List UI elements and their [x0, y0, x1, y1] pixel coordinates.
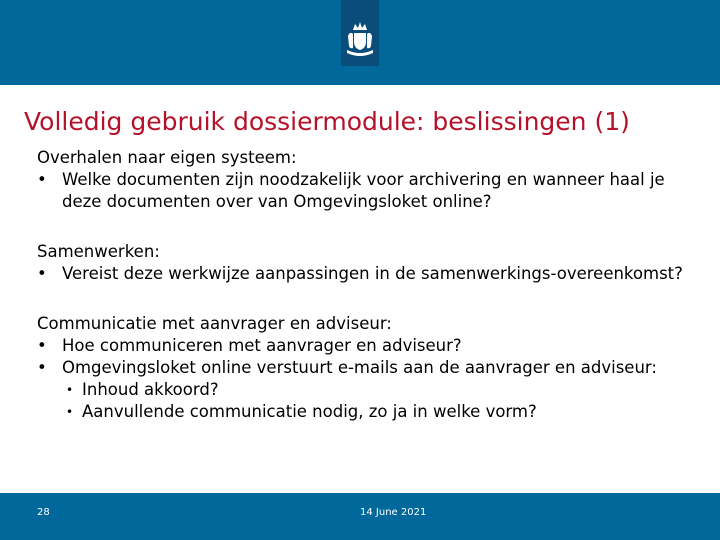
bullet-item: • Vereist deze werkwijze aanpassingen in de samenwerkings-overeenkomst?	[37, 263, 697, 285]
bullet-item	[37, 357, 697, 423]
coat-of-arms-logo-icon	[341, 0, 379, 66]
bullet-list	[37, 169, 697, 213]
bullet-list	[37, 335, 697, 423]
section-heading: Communicatie met aanvrager en adviseur:	[37, 314, 392, 333]
slide-content	[37, 147, 697, 423]
bullet-item: • Hoe communiceren met aanvrager en adviseur?	[37, 335, 697, 357]
page-number: 28	[37, 507, 50, 518]
section-heading: Samenwerken:	[37, 242, 160, 261]
bullet-list	[37, 263, 697, 285]
section-samenwerken	[37, 241, 697, 285]
bullet-text: Omgevingsloket online verstuurt e-mails aan de aanvrager en adviseur:	[62, 358, 657, 377]
footer-date: 14 June 2021	[360, 507, 427, 518]
sub-bullet-item: • Inhoud akkoord?	[62, 379, 697, 401]
section-communicatie	[37, 313, 697, 423]
slide-title: Volledig gebruik dossiermodule: beslissingen (1)	[24, 107, 630, 136]
sub-bullet-list	[62, 379, 697, 423]
bullet-item: • Welke documenten zijn noodzakelijk voor archivering en wanneer haal je deze documenten over van Omgevingsloket online?	[37, 169, 697, 213]
section-heading: Overhalen naar eigen systeem:	[37, 148, 297, 167]
sub-bullet-item: • Aanvullende communicatie nodig, zo ja in welke vorm?	[62, 401, 697, 423]
section-overhalen	[37, 147, 697, 213]
